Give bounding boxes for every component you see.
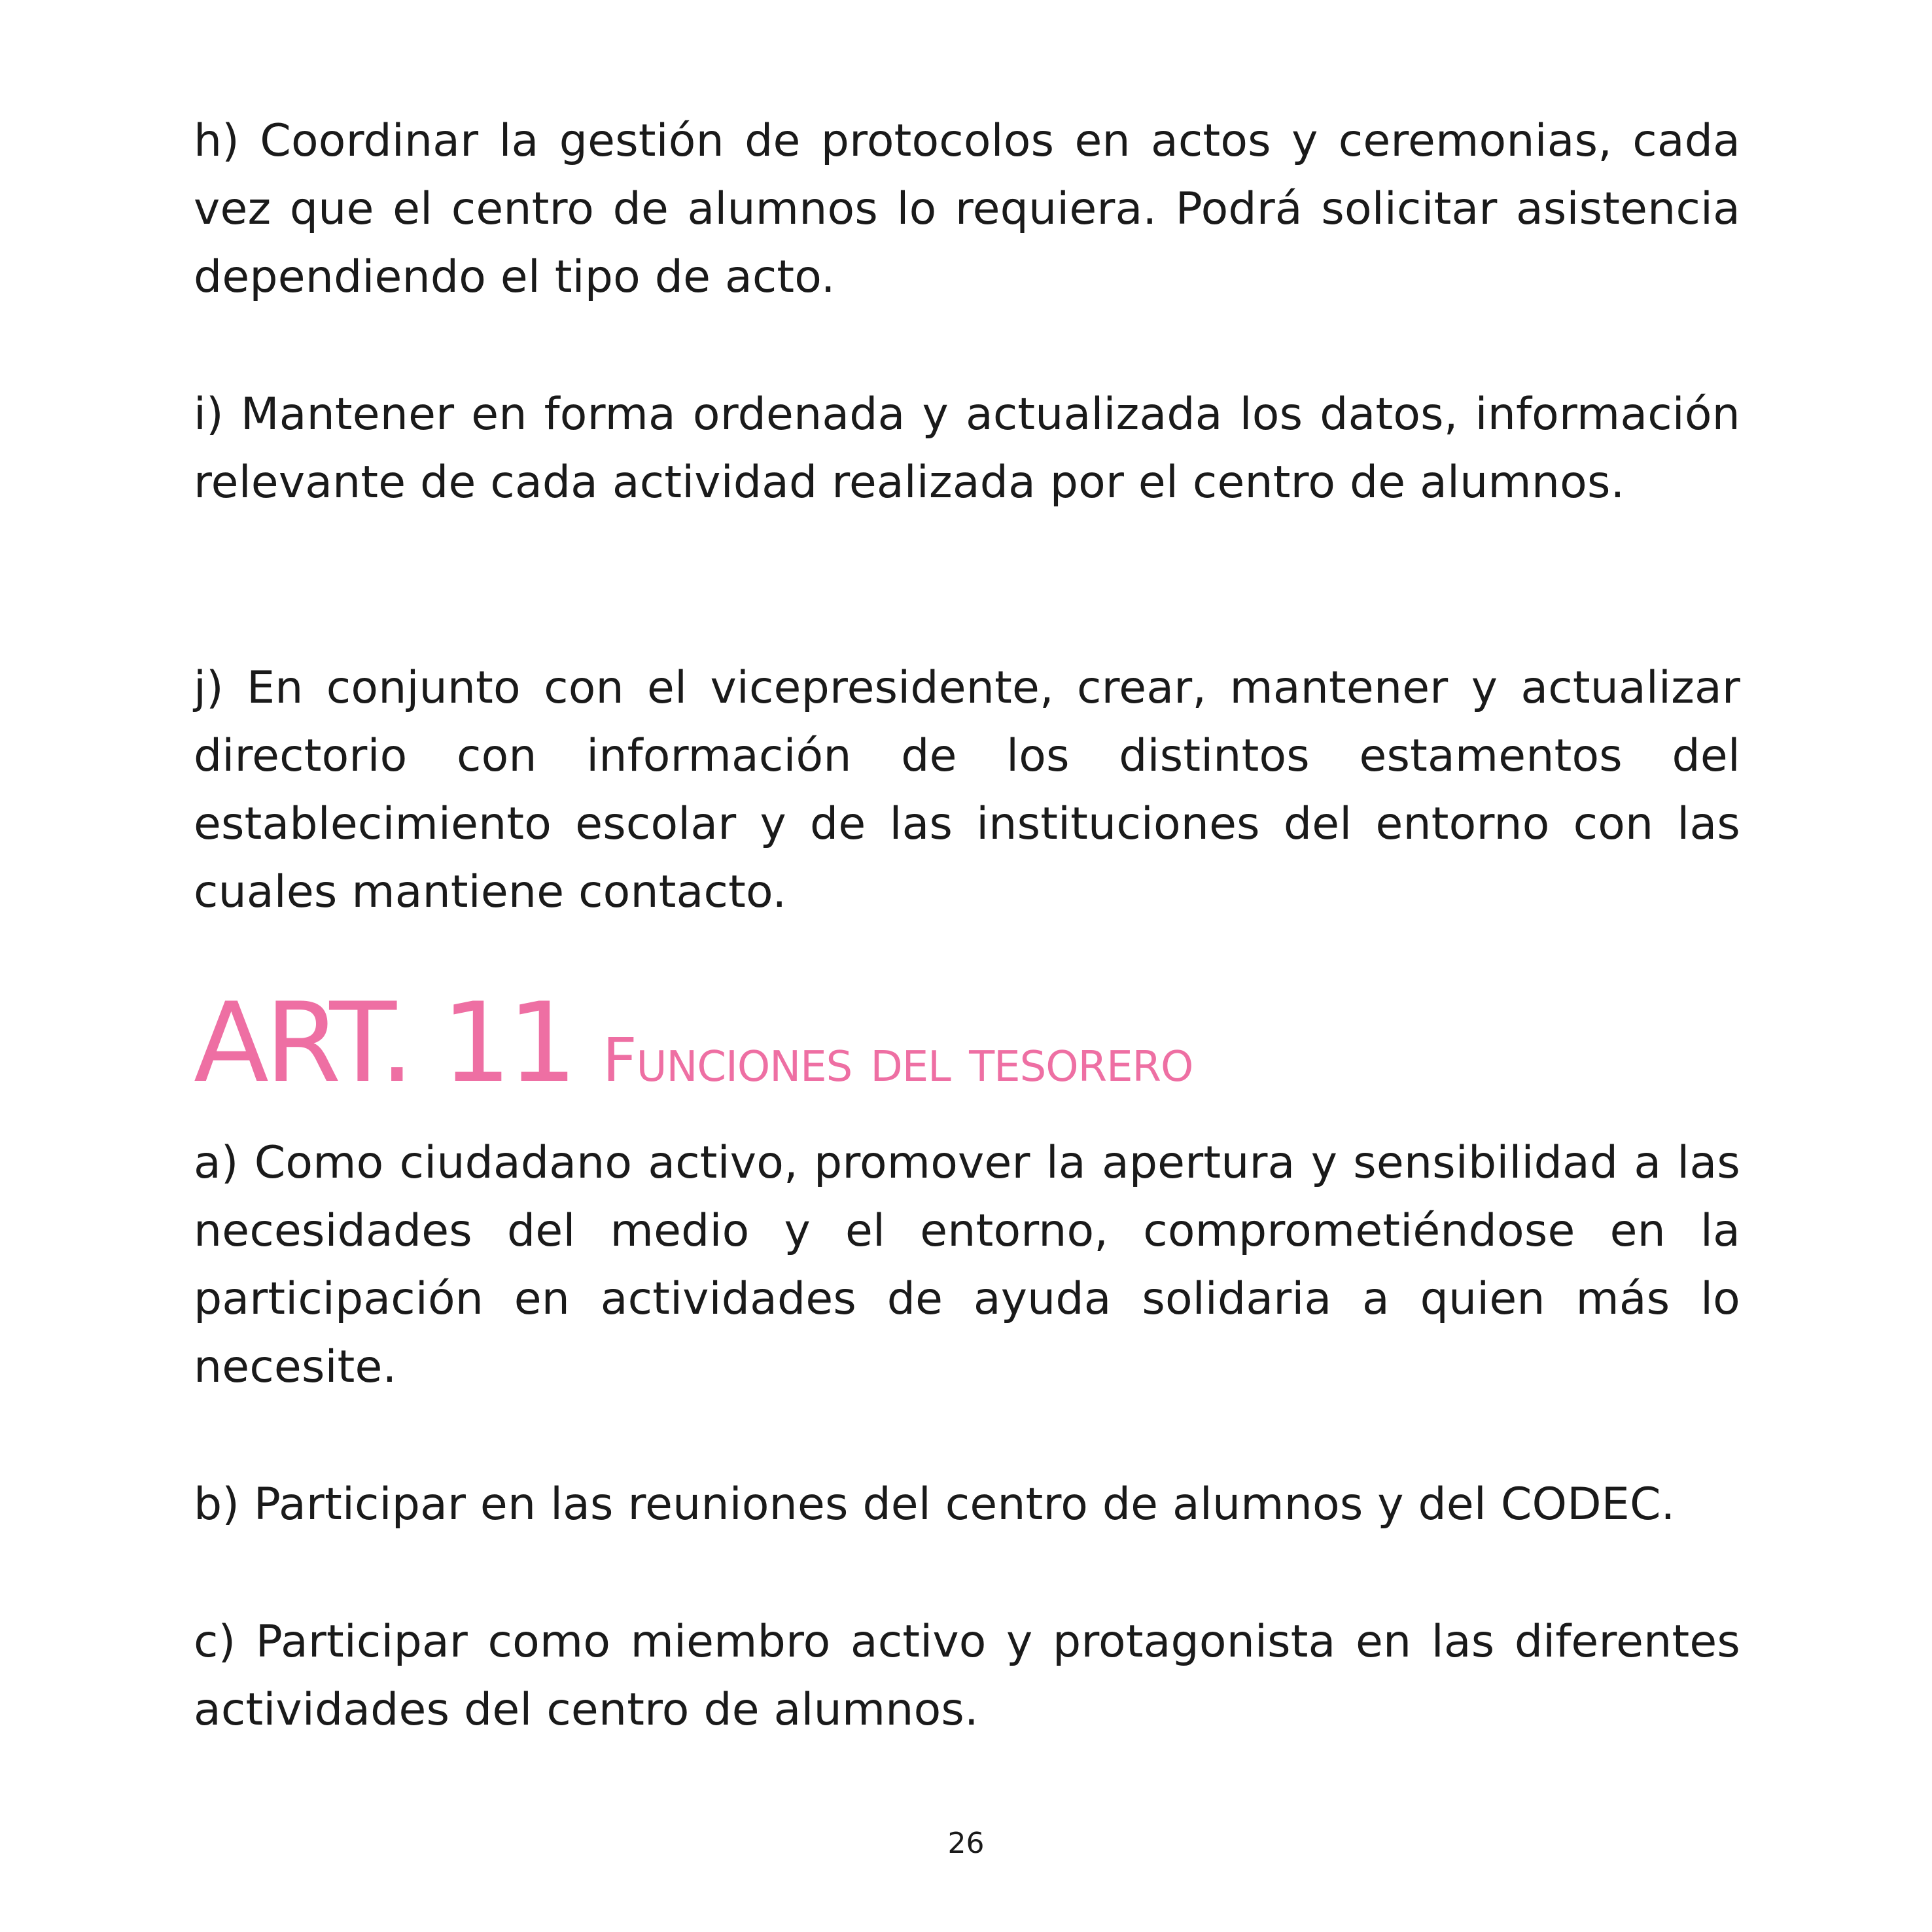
page-number: 26 (947, 1827, 985, 1860)
article-item-b: b) Participar en las reuniones del centro de alumnos y del CODEC. (194, 1479, 1676, 1530)
article-heading (194, 979, 1193, 1110)
paragraph-item-i: i) Mantener en forma ordenada y actualizada los datos, información relevante de cada actividad realizada por el centro de alumnos. (194, 389, 1740, 508)
article-item-a: a) Como ciudadano activo, promover la apertura y sensibilidad a las necesidades del medio y el entorno, comprometiéndose en la participación en actividades de ayuda solidaria a quien más lo necesite. (194, 1137, 1740, 1393)
article-title: Funciones del tesorero (602, 1025, 1193, 1095)
paragraph-item-h: h) Coordinar la gestión de protocolos en actos y ceremonias, cada vez que el centro de alumnos lo requiera. Podrá solicitar asistencia dependiendo el tipo de acto. (194, 115, 1740, 303)
paragraph-item-j: j) En conjunto con el vicepresidente, crear, mantener y actualizar directorio con información de los distintos estamentos del establecimiento escolar y de las instituciones del entorno con las cuales mantiene contacto. (194, 662, 1740, 918)
article-number: ART. 11 (194, 979, 574, 1107)
article-item-c: c) Participar como miembro activo y protagonista en las diferentes actividades del centro de alumnos. (194, 1616, 1740, 1736)
